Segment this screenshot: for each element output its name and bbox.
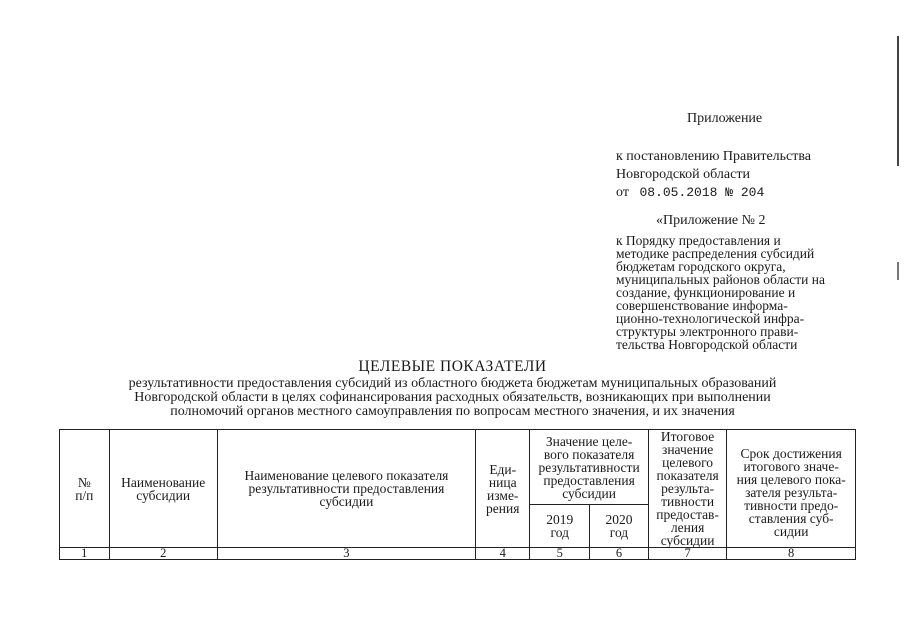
date-prefix: от bbox=[616, 185, 629, 200]
header-final-value: Итоговое значение целевого показателя результа- тивности предостав- ления субсидии bbox=[648, 430, 727, 548]
description-line: к Порядку предоставления и bbox=[616, 233, 781, 248]
header-year-2020: 2020 год bbox=[590, 505, 649, 548]
description-line: муниципальных районов области на bbox=[616, 272, 825, 287]
table-header-row bbox=[60, 430, 856, 505]
date-value: 08.05.2018 № 204 bbox=[639, 185, 765, 200]
page-edge-mark bbox=[897, 36, 899, 166]
header-year-2019: 2019 год bbox=[530, 505, 590, 548]
column-number: 2 bbox=[109, 548, 217, 560]
page-edge-mark bbox=[897, 262, 899, 280]
description-line: ционно-технологической инфра- bbox=[616, 311, 805, 326]
description-line: создание, функционирование и bbox=[616, 285, 796, 300]
header-unit: Еди- ница изме- рения bbox=[476, 430, 530, 548]
appendix-title: Приложение bbox=[687, 111, 763, 126]
column-number: 3 bbox=[217, 548, 475, 560]
description-line: структуры электронного прави- bbox=[616, 324, 799, 339]
header-num: № п/п bbox=[60, 430, 110, 548]
description-line: тельства Новгородской области bbox=[616, 337, 798, 352]
subtitle-line: полномочий органов местного самоуправления по вопросам местного значения, и их значения bbox=[170, 404, 735, 419]
subtitle-line: Новгородской области в целях софинансирования расходных обязательств, возникающих при выполнении bbox=[134, 390, 771, 405]
column-number: 7 bbox=[648, 548, 727, 560]
description-line: методике распределения субсидий bbox=[616, 246, 815, 261]
appendix-header bbox=[616, 110, 842, 351]
document-title: ЦЕЛЕВЫЕ ПОКАЗАТЕЛИ bbox=[358, 358, 547, 375]
header-value-group: Значение целе- вого показателя результативности предоставления субсидии bbox=[530, 430, 648, 505]
indicators-table bbox=[59, 429, 856, 560]
subtitle-line: результативности предоставления субсидий из областного бюджета бюджетам муниципальных образований bbox=[128, 376, 777, 391]
column-number-row bbox=[60, 548, 856, 560]
column-number: 1 bbox=[60, 548, 110, 560]
appendix-line: к постановлению Правительства bbox=[616, 149, 812, 164]
header-indicator-name: Наименование целевого показателя результативности предоставления субсидии bbox=[217, 430, 475, 548]
appendix-date bbox=[616, 184, 842, 202]
description-line: бюджетам городского округа, bbox=[616, 259, 786, 274]
column-number: 6 bbox=[590, 548, 649, 560]
document-subtitle bbox=[80, 377, 825, 419]
column-number: 4 bbox=[476, 548, 530, 560]
appendix-line: Новгородской области bbox=[616, 167, 750, 182]
column-number: 5 bbox=[530, 548, 590, 560]
appendix2-description bbox=[616, 234, 842, 351]
description-line: совершенствование информа- bbox=[616, 298, 788, 313]
header-deadline: Срок достижения итогового значе- ния целевого пока- зателя результа- тивности предо- ставления суб- сидии bbox=[727, 430, 856, 548]
column-number: 8 bbox=[727, 548, 856, 560]
header-subsidy-name: Наименование субсидии bbox=[109, 430, 217, 548]
appendix2-title: «Приложение № 2 bbox=[656, 213, 766, 228]
